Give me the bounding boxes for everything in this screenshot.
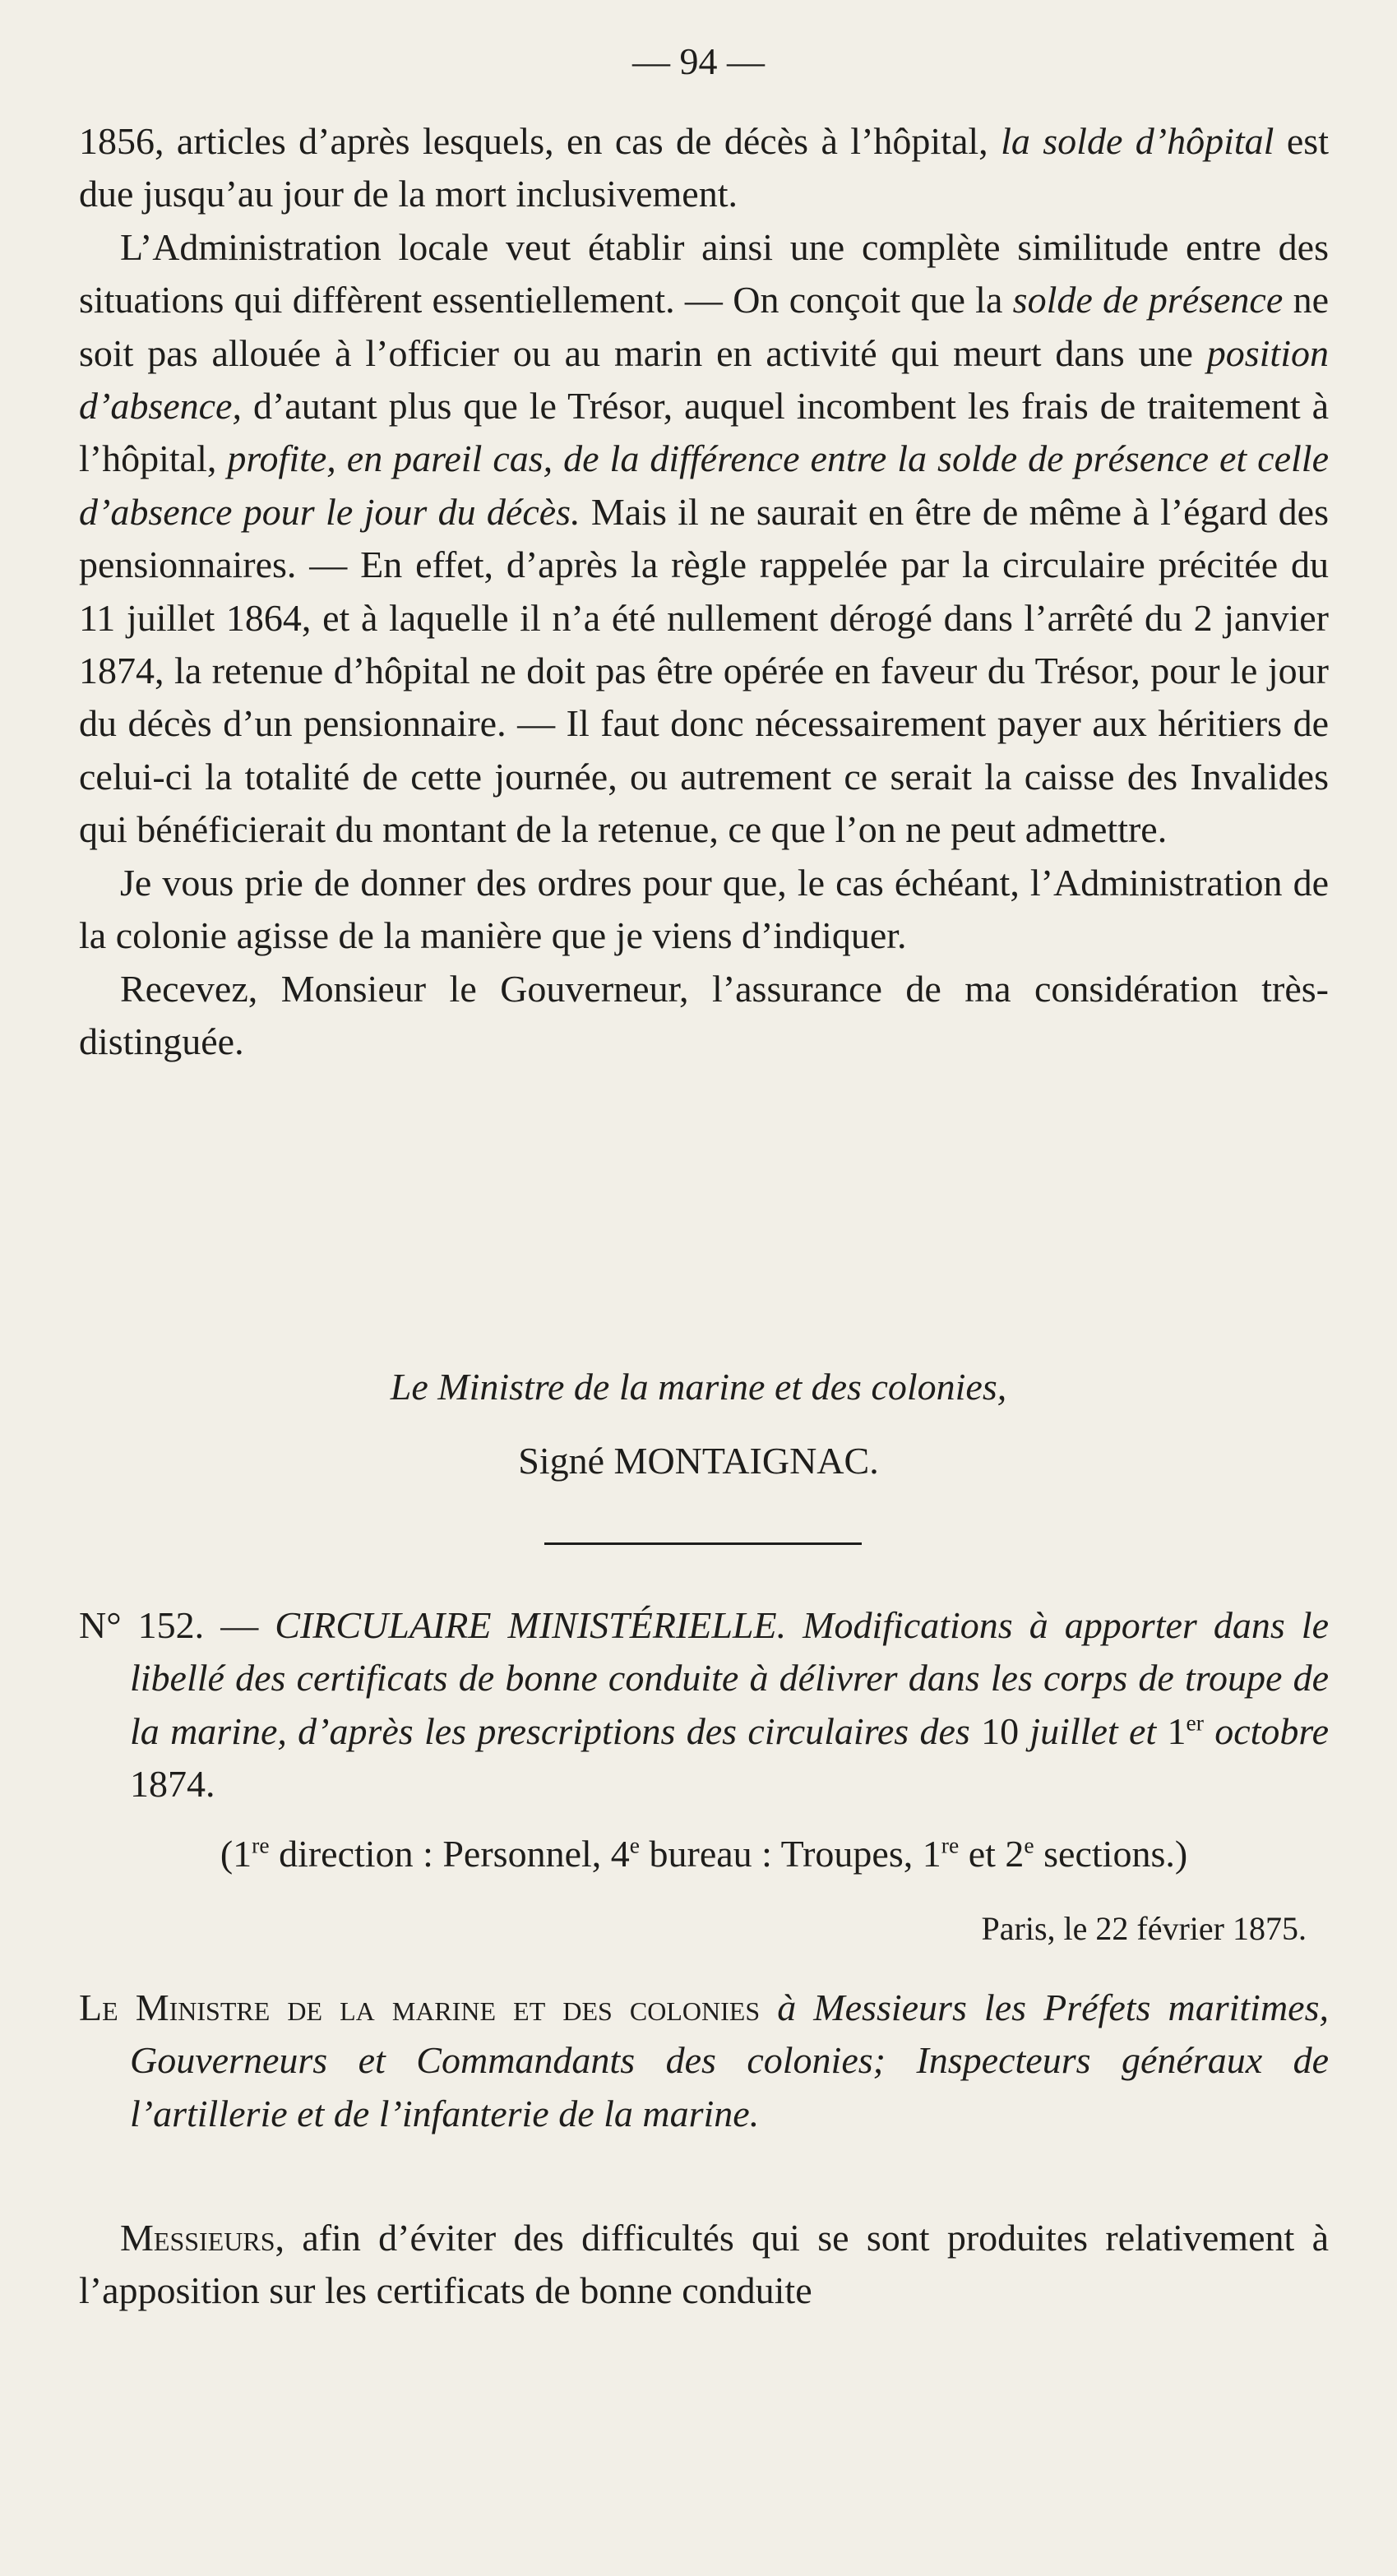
text-run-italic: juillet et xyxy=(1019,1709,1168,1752)
text-run: et 2 xyxy=(959,1833,1025,1875)
paragraph-closing: Recevez, Monsieur le Gouverneur, l’assurance de ma considération très-distinguée. xyxy=(79,967,1329,1062)
sender: Le Ministre de la marine et des colonies xyxy=(79,1986,761,2028)
superscript: re xyxy=(252,1832,270,1858)
text-run: est due jusqu’au jour de la mort inclusivement. xyxy=(79,120,1329,215)
address-block xyxy=(79,1982,1329,2140)
paragraph-argument xyxy=(79,221,1329,857)
circular-subject: Modifications à apporter dans le libellé des certificats de bonne conduite à délivrer dans les corps de troupe de la marine, d’après les prescriptions des circulaires des xyxy=(130,1604,1330,1752)
text-run: , afin d’éviter des difficultés qui se sont produites relativement à l’apposition sur les certificats de bonne conduite xyxy=(79,2217,1329,2312)
text-run: 1856, articles d’après lesquels, en cas de décès à l’hôpital, xyxy=(79,120,1001,162)
recipients: à Messieurs les Préfets maritimes, Gouverneurs et Commandants des colonies; Inspecteurs généraux de l’artillerie et de l’infanterie de la marine. xyxy=(130,1986,1330,2134)
circular-heading xyxy=(79,1599,1329,1811)
circular-number: N° 152. — xyxy=(79,1604,275,1646)
section-divider xyxy=(544,1542,862,1545)
department-line xyxy=(79,1832,1329,1875)
text-run: direction : Personnel, 4 xyxy=(269,1833,630,1875)
text-run: Mais il ne saurait en être de même à l’égard des pensionnaires. — En effet, d’après la règle rappelée par la circulaire précitée du 11 juillet 1864, et à laquelle il n’a été nullement dérogé dans l’arrêté du 2 janvier 1874, la retenue d’hôpital ne doit pas être opérée en faveur du Trésor, pour le jour du décès d’un pensionnaire. — Il faut donc nécessairement payer aux héritiers de celui-ci la totalité de cette journée, ou autrement ce serait la caisse des Invalides qui bénéficierait du montant de la retenue, ce que l’on ne peut admettre. xyxy=(79,490,1329,851)
signature-title: Le Ministre de la marine et des colonies, xyxy=(390,1366,1007,1408)
text-run-italic: octobre xyxy=(1203,1709,1330,1752)
paragraph-instruction: Je vous prie de donner des ordres pour que, le cas échéant, l’Administration de la colonie agisse de la manière que je viens d’indiquer. xyxy=(79,861,1329,957)
text-run: 1 xyxy=(1167,1709,1187,1752)
text-run: ne soit pas allouée à l’officier ou au marin en activité qui meurt dans une xyxy=(79,279,1329,374)
text-run-italic: profite, en pareil cas, de la différence entre la solde de présence et celle d’absence pour le jour du décès. xyxy=(79,437,1329,533)
text-run: L’Administration locale veut établir ainsi une complète similitude entre des situations qui diffèrent essentiellement. — On conçoit que la xyxy=(79,225,1329,321)
text-run: bureau : Troupes, 1 xyxy=(640,1833,941,1875)
text-run-italic: la solde d’hôpital xyxy=(1001,120,1274,162)
text-run-italic: position d’absence, xyxy=(79,331,1329,428)
salutation: Messieurs xyxy=(120,2217,275,2259)
text-run: 10 xyxy=(981,1709,1020,1752)
superscript: e xyxy=(629,1832,641,1858)
letter-body xyxy=(79,115,1329,1068)
text-run: 1874. xyxy=(130,1763,215,1806)
superscript: er xyxy=(1186,1709,1204,1736)
circular-title: CIRCULAIRE MINISTÉRIELLE. xyxy=(275,1604,787,1646)
text-run: d’autant plus que le Trésor, auquel incombent les frais de traitement à l’hôpital, xyxy=(79,385,1329,480)
signature-name: Signé MONTAIGNAC. xyxy=(518,1440,879,1482)
paragraph-continuation xyxy=(79,115,1329,221)
superscript: re xyxy=(941,1832,960,1858)
dateline: Paris, le 22 février 1875. xyxy=(981,1910,1307,1947)
text-run-italic: solde de présence xyxy=(1012,279,1284,321)
text-run: sections.) xyxy=(1034,1833,1188,1875)
text-run: (1 xyxy=(220,1833,252,1875)
opening-paragraph xyxy=(79,2212,1329,2318)
page-number: — 94 — xyxy=(632,40,765,82)
superscript: e xyxy=(1024,1832,1034,1858)
